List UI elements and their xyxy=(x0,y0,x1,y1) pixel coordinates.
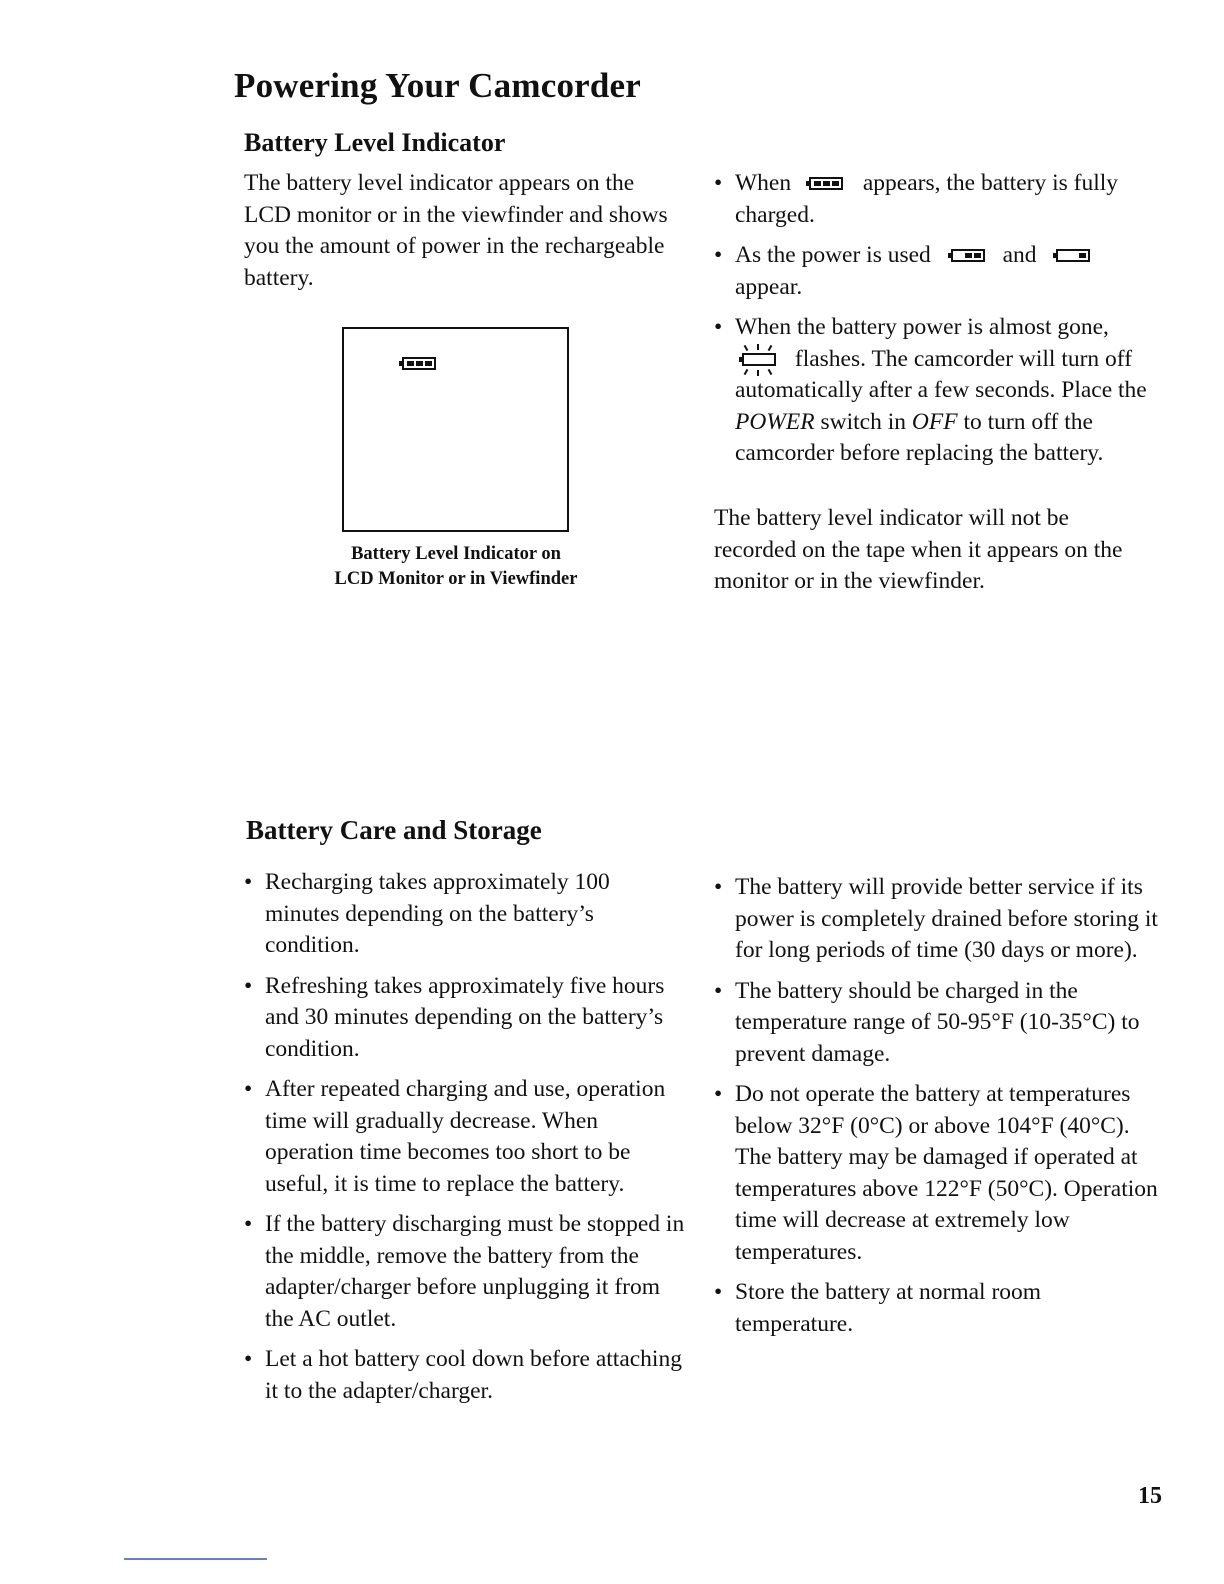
battery-empty-flashing-icon xyxy=(735,349,781,371)
lcd-monitor-figure xyxy=(342,327,569,532)
footer-rule xyxy=(124,1558,267,1560)
battery-indicator-list xyxy=(714,168,1154,479)
list-item: • The battery should be charged in the temperature range of 50-95°F (10-35°C) to prevent damage. xyxy=(714,977,1140,1067)
list-item: • Refreshing takes approximately five hours and 30 minutes depending on the battery’s condition. xyxy=(244,972,665,1062)
list-item-text: Let a hot battery cool down before attaching it to the adapter/charger. xyxy=(265,1346,682,1404)
list-item-text: Store the battery at normal room temperature. xyxy=(735,1279,1042,1337)
list-item-text: Refreshing takes approximately five hours and 30 minutes depending on the battery’s condition. xyxy=(265,972,665,1062)
page-number: 15 xyxy=(1138,1483,1162,1509)
list-item-text: After repeated charging and use, operation time will gradually decrease. When operation time becomes too short to be useful, it is time to replace the battery. xyxy=(265,1076,666,1197)
battery-one-third-icon xyxy=(1056,249,1090,262)
page-title: Powering Your Camcorder xyxy=(234,66,642,105)
battery-full-icon xyxy=(809,177,843,190)
list-item: • After repeated charging and use, operation time will gradually decrease. When operation time becomes too short to be useful, it is time to replace the battery. xyxy=(244,1076,666,1197)
list-item-text: The battery should be charged in the temperature range of 50-95°F (10-35°C) to prevent damage. xyxy=(735,977,1140,1067)
battery-two-thirds-icon xyxy=(951,249,985,262)
list-item-text: Do not operate the battery at temperatures below 32°F (0°C) or above 104°F (40°C). The battery may be damaged if operated at temperatures above 122°F (50°C). Operation time will decrease at extremely low temperatures. xyxy=(735,1081,1158,1265)
list-item-text: The battery will provide better service if its power is completely drained before storing it for long periods of time (30 days or more). xyxy=(735,874,1158,963)
list-item: • When the battery power is almost gone, flashes. The camcorder will turn off automatically after a few seconds. Place the POWER switch in OFF to turn off the camcorder before replacing the battery. xyxy=(714,314,1147,466)
battery-full-icon xyxy=(402,357,436,370)
list-item: • Recharging takes approximately 100 minutes depending on the battery’s condition. xyxy=(244,869,610,958)
battery-level-heading: Battery Level Indicator xyxy=(244,128,506,157)
care-left-list xyxy=(244,867,689,1416)
list-item: • When appears, the battery is fully charged. xyxy=(714,170,1119,228)
list-item-text: Recharging takes approximately 100 minutes depending on the battery’s condition. xyxy=(265,869,610,958)
list-item: • If the battery discharging must be stopped in the middle, remove the battery from the adapter/charger before unplugging it from the AC outlet. xyxy=(244,1211,685,1332)
list-item: • Store the battery at normal room temperature. xyxy=(714,1279,1042,1337)
battery-level-intro: The battery level indicator appears on the LCD monitor or in the viewfinder and shows you the amount of power in the rechargeable battery. xyxy=(244,170,668,291)
list-item: • As the power is used and appear. xyxy=(714,240,1154,303)
list-item: • Let a hot battery cool down before attaching it to the adapter/charger. xyxy=(244,1346,682,1404)
battery-care-heading: Battery Care and Storage xyxy=(246,815,542,845)
care-right-list xyxy=(714,872,1159,1349)
figure-caption: Battery Level Indicator on LCD Monitor or in Viewfinder xyxy=(334,544,578,589)
list-item: • The battery will provide better service if its power is completely drained before storing it for long periods of time (30 days or more). xyxy=(714,874,1158,963)
indicator-note: The battery level indicator will not be recorded on the tape when it appears on the monitor or in the viewfinder. xyxy=(714,505,1123,594)
list-item-text: If the battery discharging must be stopped in the middle, remove the battery from the adapter/charger before unplugging it from the AC outlet. xyxy=(265,1211,685,1332)
list-item: • Do not operate the battery at temperatures below 32°F (0°C) or above 104°F (40°C). The battery may be damaged if operated at temperatures above 122°F (50°C). Operation time will decrease at extremely low temperatures. xyxy=(714,1081,1158,1265)
